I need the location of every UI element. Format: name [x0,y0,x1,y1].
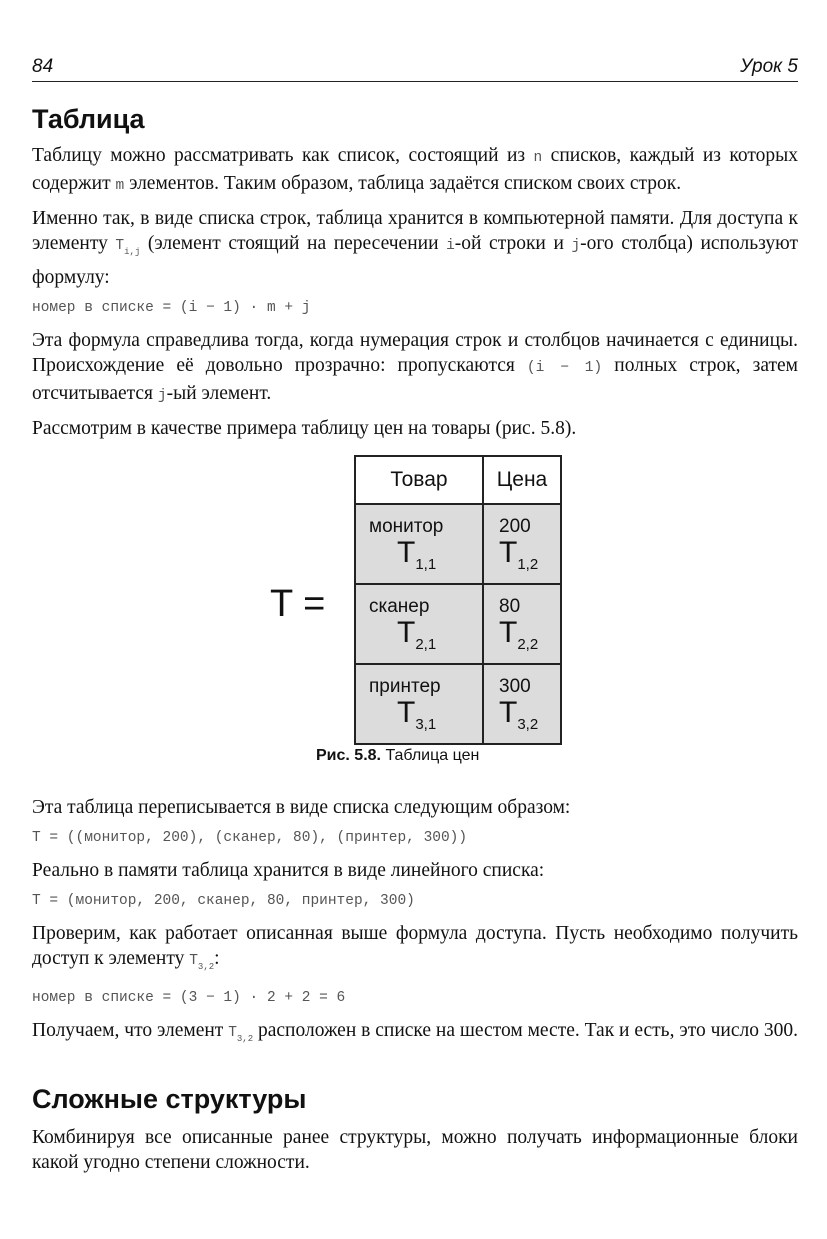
table-cell-price: 80 $T_{2,2}$ [483,584,561,664]
table-row [355,664,561,744]
table-row [355,584,561,664]
formula-example: номер в списке = (3 − 1) · 2 + 2 = 6 [32,989,346,1006]
book-page [32,56,798,1182]
paragraph-6: Реально в памяти таблица хранится в виде линейного списка: [32,859,545,881]
column-header-item: Товар [355,456,483,504]
table-header-row [355,456,561,504]
paragraph-5: Эта таблица переписывается в виде списка следующим образом: [32,796,571,818]
formula-linear-list: T = (монитор, 200, сканер, 80, принтер, 300) [32,892,415,909]
paragraph-8: Получаем, что элемент $T_{3,2}$ расположен в списке на шестом месте. Так и есть, это число 300. [32,1019,798,1044]
figure-lhs: T = [270,582,326,625]
paragraph-1: Таблицу можно рассматривать как список, состоящий из n списков, каждый из которых содержит m элементов. Таким образом, таблица задаётся списком своих строк. [32,145,798,194]
formula-index: номер в списке = (i − 1) · m + j [32,299,311,316]
table-row [355,504,561,584]
chapter-title: Урок 5 [740,56,798,77]
table-cell-price: 200 $T_{1,2}$ [483,504,561,584]
page-header [32,56,798,82]
figure-price-table [32,455,798,773]
figure-caption: Рис. 5.8. Таблица цен [316,746,480,764]
formula-nested-list: T = ((монитор, 200), (сканер, 80), (принтер, 300)) [32,829,468,846]
paragraph-2: Именно так, в виде списка строк, таблица хранится в компьютерной памяти. Для доступа к элементу $T_{i,j}$ (элемент стоящий на пересечении i-ой строки и j-ого столбца) используют формулу: [32,208,798,288]
paragraph-7: Проверим, как работает описанная выше формула доступа. Пусть необходимо получить доступ к элементу $T_{3,2}$: [32,922,798,972]
paragraph-9: Комбинируя все описанные ранее структуры, можно получать информационные блоки какой угодно степени сложности. [32,1126,798,1173]
paragraph-4: Рассмотрим в качестве примера таблицу цен на товары (рис. 5.8). [32,417,577,439]
column-header-price: Цена [483,456,561,504]
table-cell-price: 300 $T_{3,2}$ [483,664,561,744]
paragraph-3: Эта формула справедлива тогда, когда нумерация строк и столбцов начинается с единицы. Происхождение её довольно прозрачно: пропускаются (i − 1) полных строк, затем отсчитывается j-ый элемент. [32,329,798,404]
table-cell-item: монитор $T_{1,1}$ [355,504,483,584]
section-title-table: Таблица [32,104,145,134]
price-table [354,455,562,745]
table-cell-item: принтер $T_{3,1}$ [355,664,483,744]
page-number: 84 [32,56,54,77]
table-cell-item: сканер $T_{2,1}$ [355,584,483,664]
section-title-complex: Сложные структуры [32,1083,307,1114]
